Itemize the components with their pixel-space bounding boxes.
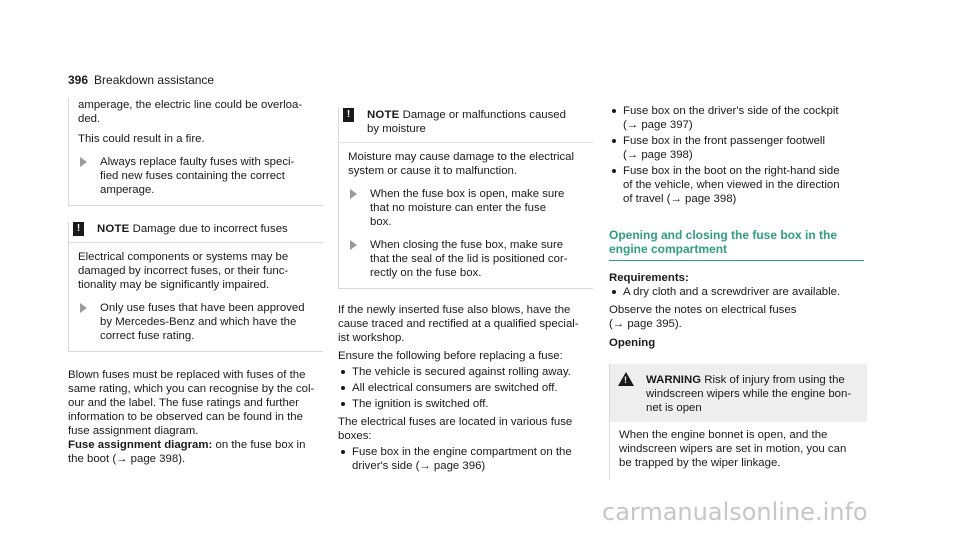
- note-title: Damage due to incorrect fuses: [132, 223, 288, 235]
- text-line: Fuse box in the front passenger footwell: [623, 135, 825, 147]
- text-line: Ensure the following before replacing a fuse:: [338, 350, 563, 362]
- note-box: [338, 108, 593, 289]
- page-link[interactable]: (→ page 395).: [609, 318, 682, 330]
- text-line: windscreen wipers are set in motion, you can: [619, 443, 847, 455]
- warning-continuation: [68, 98, 323, 206]
- page-link[interactable]: (→ page 398): [623, 149, 693, 161]
- warning-box: [609, 364, 867, 480]
- text-line: that no moisture can enter the fuse: [370, 202, 547, 214]
- text-line: The vehicle is secured against rolling away.: [352, 366, 571, 378]
- list-item: [338, 445, 593, 473]
- text-line: The electrical fuses are located in various fuse: [338, 416, 573, 428]
- text-line: fied new fuses containing the correct: [100, 170, 285, 182]
- list-item: [609, 104, 867, 132]
- note-title: by moisture: [367, 123, 426, 135]
- bullet-icon: [341, 370, 345, 374]
- arrow-icon: [80, 157, 87, 167]
- column-3: [609, 102, 867, 480]
- page-link[interactable]: driver's side (→ page 396): [352, 460, 486, 472]
- heading-line: engine compartment: [609, 242, 728, 256]
- exclamation-icon: !: [343, 108, 354, 122]
- text-line: Blown fuses must be replaced with fuses of the: [68, 369, 306, 381]
- text-line: of the vehicle, when viewed in the direction: [623, 179, 840, 191]
- arrow-icon: [80, 303, 87, 313]
- bullet-icon: [612, 169, 616, 173]
- warning-label: WARNING: [646, 374, 702, 386]
- text-line: Moisture may cause damage to the electrical: [348, 151, 575, 163]
- list-item: [338, 381, 593, 395]
- text-line: Electrical components or systems may be: [78, 251, 289, 263]
- text-line: information to be observed can be found in the: [68, 411, 303, 423]
- list-item: [338, 397, 593, 411]
- text-line: This could result in a fire.: [78, 133, 205, 145]
- arrow-icon: [350, 189, 357, 199]
- bullet-icon: [341, 450, 345, 454]
- bullet-icon: [341, 402, 345, 406]
- diagram-label: Fuse assignment diagram:: [68, 439, 213, 451]
- text-line: box.: [370, 216, 392, 228]
- paragraph: [68, 368, 323, 466]
- note-header: [68, 222, 323, 243]
- note-label: NOTE: [97, 223, 130, 235]
- text-line: All electrical consumers are switched off.: [352, 382, 558, 394]
- text-line: ded.: [78, 113, 101, 125]
- bullet-icon: [612, 139, 616, 143]
- watermark: carmanualsonline.info: [602, 498, 868, 526]
- list-item: [609, 134, 867, 162]
- warning-triangle-icon: !: [618, 372, 634, 386]
- note-body: [68, 243, 323, 352]
- text-line: by Mercedes-Benz and which have the: [100, 316, 297, 328]
- list-item: [338, 365, 593, 379]
- note-header: [338, 108, 593, 143]
- paragraph: [338, 303, 593, 473]
- text-line: rectly on the fuse box.: [370, 267, 482, 279]
- tip-item: [78, 155, 323, 197]
- list-item: [609, 285, 867, 299]
- section-heading: [609, 228, 864, 261]
- text-line: on the fuse box in: [212, 439, 306, 451]
- text-line: be trapped by the wiper linkage.: [619, 457, 781, 469]
- tip-item: [348, 187, 593, 229]
- text-line: A dry cloth and a screwdriver are available.: [623, 286, 841, 298]
- bullet-icon: [612, 290, 616, 294]
- warning-header: [609, 364, 867, 422]
- arrow-icon: [350, 240, 357, 250]
- tip-item: [78, 301, 323, 343]
- note-label: NOTE: [367, 109, 400, 121]
- note-title: Damage or malfunctions caused: [402, 109, 566, 121]
- text-line: our and the label. The fuse ratings and further: [68, 397, 299, 409]
- section-title: Breakdown assistance: [94, 73, 215, 87]
- text-line: that the seal of the lid is positioned cor-: [370, 253, 568, 265]
- text-line: damaged by incorrect fuses, or their func-: [78, 265, 289, 277]
- text-line: ist workshop.: [338, 332, 405, 344]
- text-line: Fuse box on the driver's side of the cockpit: [623, 105, 839, 117]
- text-line: Always replace faulty fuses with speci-: [100, 156, 295, 168]
- column-1: [68, 98, 323, 466]
- page-number: 396: [68, 73, 89, 87]
- column-2: [338, 108, 593, 473]
- warning-body: [609, 422, 867, 480]
- note-box: [68, 222, 323, 352]
- page-link[interactable]: (→ page 397): [623, 119, 693, 131]
- note-body: [338, 143, 593, 289]
- text-line: amperage, the electric line could be overloa-: [78, 99, 303, 111]
- text-line: Fuse box in the engine compartment on the: [352, 446, 572, 458]
- text-line: When the fuse box is open, make sure: [370, 188, 565, 200]
- page-link[interactable]: the boot (→ page 398).: [68, 453, 186, 465]
- page-header: [68, 73, 214, 87]
- text-line: The ignition is switched off.: [352, 398, 489, 410]
- text-line: Observe the notes on electrical fuses: [609, 304, 797, 316]
- text-line: Only use fuses that have been approved: [100, 302, 305, 314]
- text-line: correct fuse rating.: [100, 330, 195, 342]
- warning-title: windscreen wipers while the engine bon-: [646, 388, 852, 400]
- warning-title: Risk of injury from using the: [704, 374, 845, 386]
- text-line: same rating, which you can recognise by the col-: [68, 383, 315, 395]
- exclamation-icon: !: [73, 222, 84, 236]
- text-line: amperage.: [100, 184, 155, 196]
- heading-line: Opening and closing the fuse box in the: [609, 228, 838, 242]
- requirements-label: Requirements:: [609, 272, 689, 284]
- text-line: tionality may be significantly impaired.: [78, 279, 270, 291]
- bullet-icon: [341, 386, 345, 390]
- text-line: If the newly inserted fuse also blows, have the: [338, 304, 571, 316]
- text-line: system or cause it to malfunction.: [348, 165, 518, 177]
- text-line: fuse assignment diagram.: [68, 425, 199, 437]
- text-line: When closing the fuse box, make sure: [370, 239, 564, 251]
- text-line: When the engine bonnet is open, and the: [619, 429, 828, 441]
- text-line: boxes:: [338, 430, 372, 442]
- page-link[interactable]: of travel (→ page 398): [623, 193, 737, 205]
- text-line: Fuse box in the boot on the right-hand side: [623, 165, 840, 177]
- opening-label: Opening: [609, 337, 656, 349]
- warning-title: net is open: [646, 402, 702, 414]
- requirements: [609, 271, 867, 350]
- text-line: cause traced and rectified at a qualified special-: [338, 318, 579, 330]
- list-item: [609, 164, 867, 206]
- bullet-icon: [612, 109, 616, 113]
- tip-item: [348, 238, 593, 280]
